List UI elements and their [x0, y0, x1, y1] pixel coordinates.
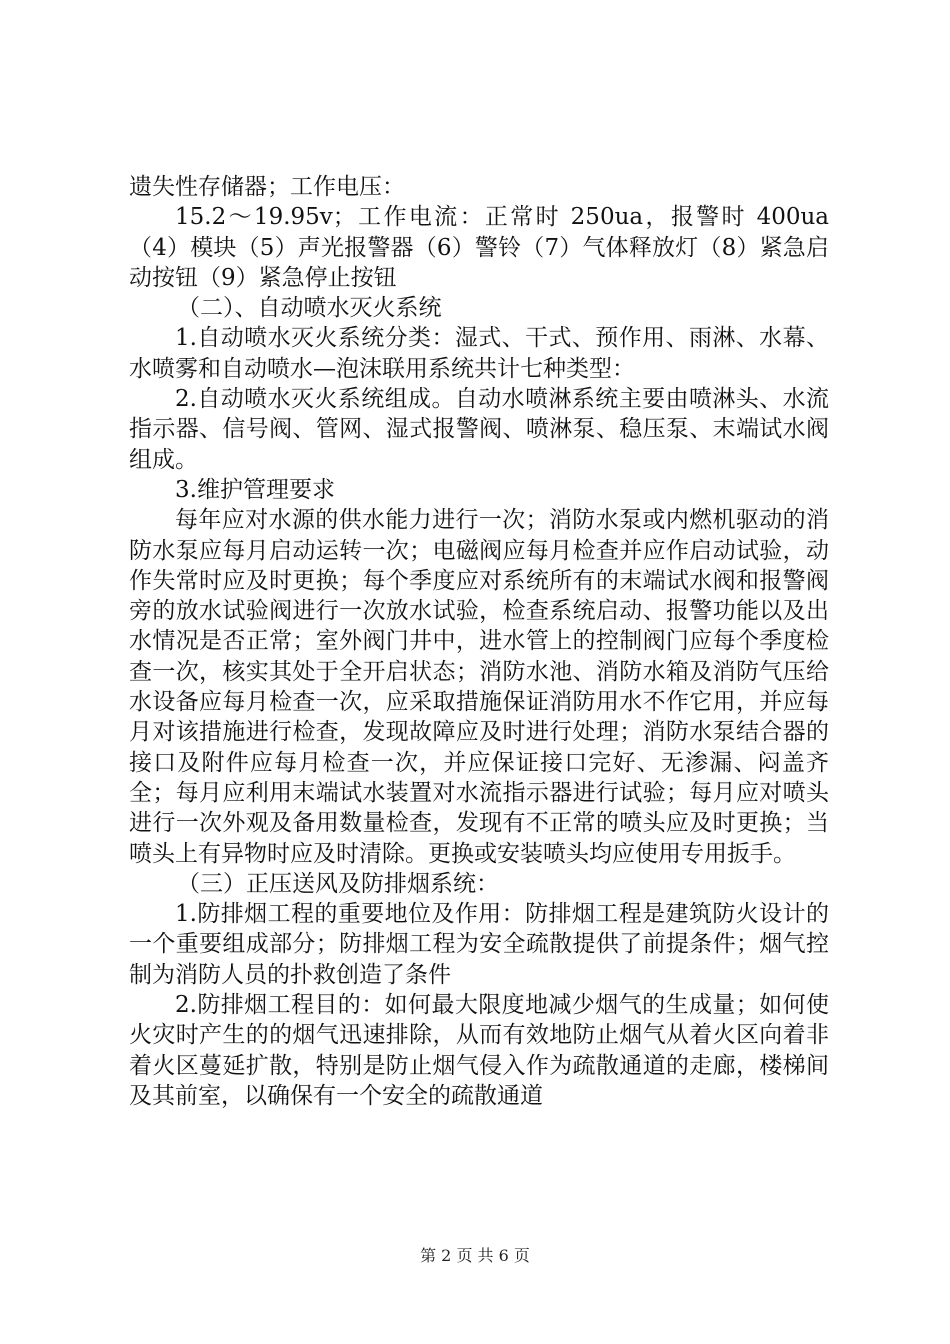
paragraph-smoke-goal: 2.防排烟工程目的：如何最大限度地减少烟气的生成量；如何使火灾时产生的的烟气迅速排除，从而有效地防止烟气从着火区向着非着火区蔓延扩散，特别是防止烟气侵入作为疏散通道的走廊，楼梯间及其前室，以确保有一个安全的疏散通道 — [129, 992, 829, 1109]
section-heading-2: （二）、自动喷水灭火系统 — [177, 295, 442, 322]
section-heading-3: （三）正压送风及防排烟系统： — [177, 870, 499, 897]
paragraph-sprinkler-components: 2.自动喷水灭火系统组成。自动水喷淋系统主要由喷淋头、水流指示器、信号阀、管网、湿式报警阀、喷淋泵、稳压泵、末端试水阀组成。 — [129, 386, 829, 473]
paragraph-smoke-role: 1.防排烟工程的重要地位及作用：防排烟工程是建筑防火设计的一个重要组成部分；防排烟工程为安全疏散提供了前提条件；烟气控制为消防人员的扑救创造了条件 — [129, 901, 829, 988]
paragraph-sprinkler-types: 1.自动喷水灭火系统分类：湿式、干式、预作用、雨淋、水幕、水喷雾和自动喷水—泡沫联用系统共计七种类型： — [129, 325, 829, 382]
subheading-maintenance: 3.维护管理要求 — [175, 476, 335, 503]
page-footer: 第 2 页 共 6 页 — [420, 1246, 530, 1265]
paragraph-1: 遗失性存储器；工作电压： — [129, 174, 405, 200]
document-body — [129, 172, 829, 1111]
paragraph-2: 15.2～19.95v；工作电流：正常时 250ua，报警时 400ua（4）模块（5）声光报警器（6）警铃（7）气体释放灯（8）紧急启动按钮（9）紧急停止按钮 — [129, 204, 829, 291]
paragraph-maintenance: 每年应对水源的供水能力进行一次；消防水泵或内燃机驱动的消防水泵应每月启动运转一次；电磁阀应每月检查并应作启动试验，动作失常时应及时更换；每个季度应对系统所有的末端试水阀和报警阀旁的放水试验阀进行一次放水试验，检查系统启动、报警功能以及出水情况是否正常；室外阀门井中，进水管上的控制阀门应每个季度检查一次，核实其处于全开启状态；消防水池、消防水箱及消防气压给水设备应每月检查一次，应采取措施保证消防用水不作它用，并应每月对该措施进行检查，发现故障应及时进行处理；消防水泵结合器的接口及附件应每月检查一次，并应保证接口完好、无渗漏、闷盖齐全；每月应利用末端试水装置对水流指示器进行试验；每月应对喷头进行一次外观及备用数量检查，发现有不正常的喷头应及时更换；当喷头上有异物时应及时清除。更换或安装喷头均应使用专用扳手。 — [129, 507, 829, 867]
